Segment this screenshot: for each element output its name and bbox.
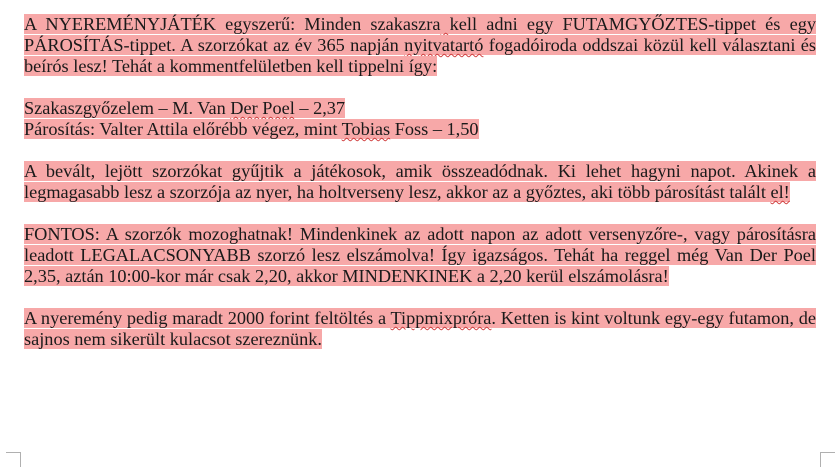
page-corner-marker-right xyxy=(820,452,835,467)
spellcheck-mark: Tippmixpróra xyxy=(390,308,492,328)
highlighted-text: FONTOS: A szorzók mozoghatnak! Mindenkinek az adott napon az adott versenyzőre-, vagy párosításra leadott LEGALACSONYABB szorzó lesz elszámolva! Így igazságos. Tehát ha reggel még Van Der Poel 2,35, aztán 10:00-kor már csak 2,20, akkor MINDENKINEK a 2,20 kerül elszámolásra! xyxy=(24,224,816,286)
spellcheck-mark: el! xyxy=(770,182,790,202)
spellcheck-mark: Der Poel xyxy=(230,98,295,118)
spellcheck-mark: nyitvatartó xyxy=(404,35,484,55)
paragraph-prize[interactable] xyxy=(24,308,816,350)
highlighted-text: A nyeremény pedig maradt 2000 forint feltöltés a Tippmixpróra. Ketten is kint voltunk egy-egy futamon, de sajnos nem sikerült kulacsot szereznünk. xyxy=(24,308,816,349)
highlighted-text: Szakaszgyőzelem – M. Van Der Poel – 2,37 xyxy=(24,98,346,118)
paragraph-scoring[interactable] xyxy=(24,161,816,203)
paragraph-example-tips[interactable] xyxy=(24,98,816,140)
spellcheck-mark: Tobias xyxy=(341,119,391,139)
highlighted-text: Párosítás: Valter Attila előrébb végez, mint Tobias Foss – 1,50 xyxy=(24,119,479,139)
spellcheck-mark xyxy=(440,14,449,34)
document-body[interactable] xyxy=(24,14,816,350)
paragraph-rules-intro[interactable] xyxy=(24,14,816,77)
page-corner-marker-left xyxy=(6,452,21,467)
paragraph-important-note[interactable] xyxy=(24,224,816,287)
highlighted-text: A bevált, lejött szorzókat gyűjtik a játékosok, amik összeadódnak. Ki lehet hagyni napot. Akinek a legmagasabb lesz a szorzója az nyer, ha holtverseny lesz, akkor az a győztes, aki több párosítást talált el! xyxy=(24,161,816,202)
highlighted-text: A NYEREMÉNYJÁTÉK egyszerű: Minden szakaszra kell adni egy FUTAMGYŐZTES-tippet és egy PÁROSÍTÁS-tippet. A szorzókat az év 365 napján nyitvatartó fogadóiroda oddszai közül kell választani és beírós lesz! Tehát a kommentfelületben kell tippelni így: xyxy=(24,14,816,76)
